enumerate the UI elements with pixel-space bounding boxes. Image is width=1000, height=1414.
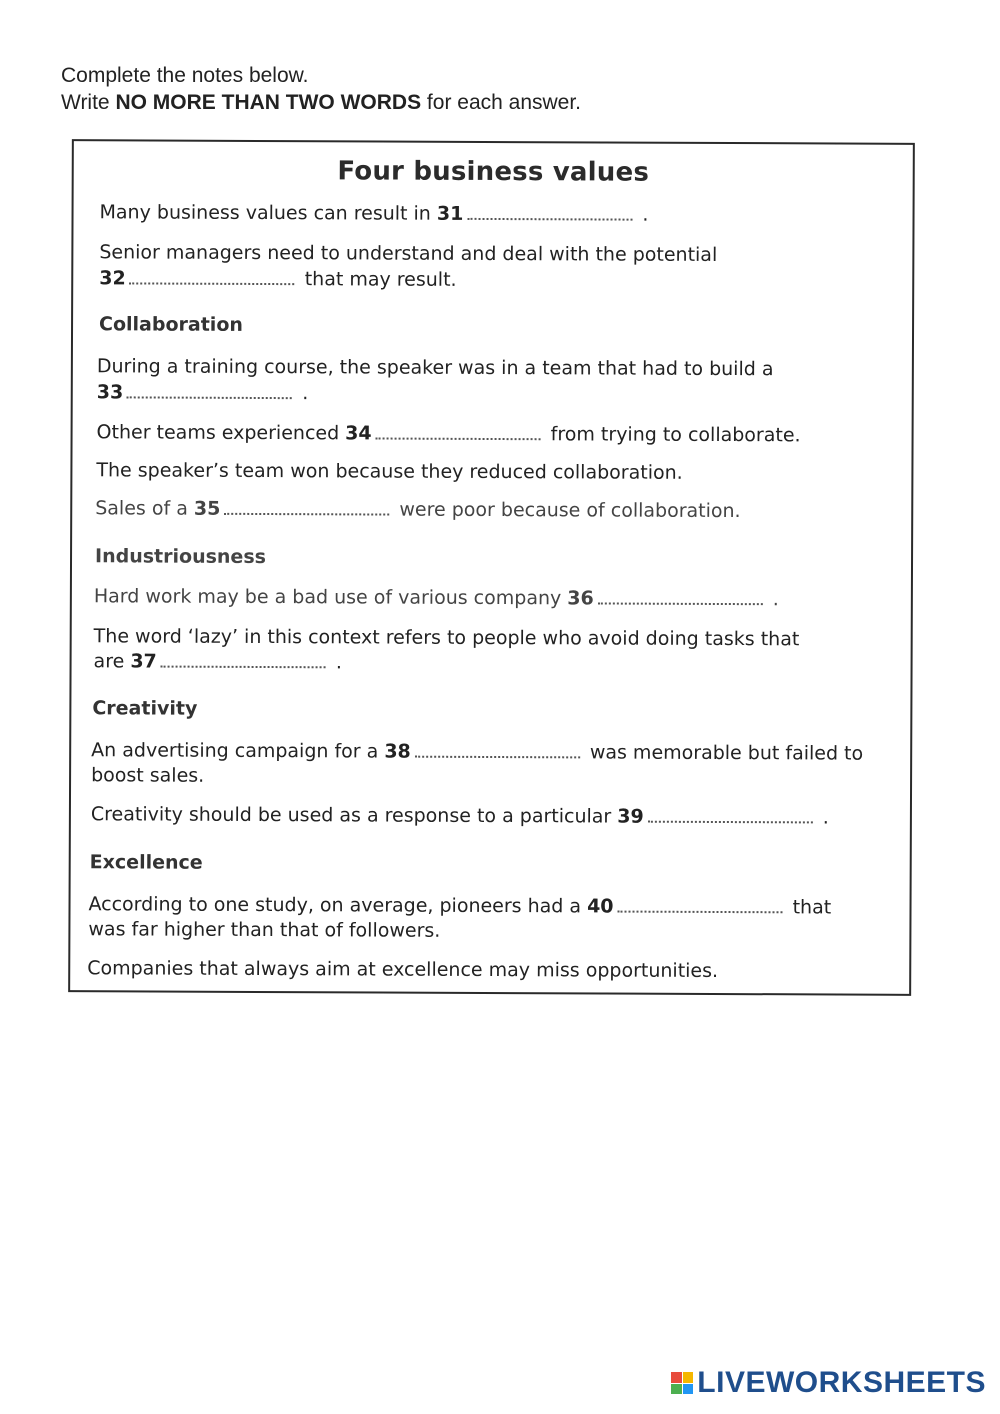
question-text-end: that may result.: [298, 268, 457, 291]
question-39: [91, 801, 829, 830]
question-text: Sales of a: [95, 497, 194, 520]
question-31: [99, 199, 648, 227]
question-36: [94, 583, 779, 612]
question-text-end: .: [329, 651, 342, 674]
question-text-end: was memorable but failed to: [583, 741, 864, 765]
question-text: Other teams experienced: [96, 421, 346, 445]
logo-square-icon: [671, 1372, 682, 1383]
section-heading-collaboration: Collaboration: [99, 313, 243, 336]
question-text: An advertising campaign for a: [91, 739, 385, 763]
answer-blank-34[interactable]: [376, 436, 541, 440]
instructions-text: Write: [61, 91, 116, 114]
question-text: According to one study, on average, pioneers had a: [88, 893, 588, 918]
question-34: [97, 419, 801, 448]
instructions-emphasis: NO MORE THAN TWO WORDS: [115, 91, 422, 114]
question-32-line-1: Senior managers need to understand and deal with the potential: [99, 241, 718, 266]
question-text-end: .: [766, 588, 779, 611]
question-37-line-1: The word ‘lazy’ in this context refers to people who avoid doing tasks that: [93, 625, 800, 651]
question-35: [95, 495, 740, 524]
question-number: 40: [587, 895, 614, 918]
question-text: Many business values can result in: [99, 201, 437, 225]
answer-blank-35[interactable]: [224, 512, 389, 516]
question-number: 36: [567, 587, 594, 610]
question-text-end: .: [816, 806, 829, 829]
answer-blank-33[interactable]: [127, 395, 292, 399]
question-33-line-1: During a training course, the speaker was in a team that had to build a: [96, 355, 774, 381]
liveworksheets-logo: [671, 1366, 986, 1400]
notes-box: [68, 139, 915, 996]
brand-name: LIVEWORKSHEETS: [697, 1366, 986, 1399]
question-40-line-2: was far higher than that of followers.: [88, 918, 441, 942]
question-number: 35: [193, 497, 221, 520]
answer-blank-36[interactable]: [598, 601, 763, 605]
answer-blank-39[interactable]: [648, 820, 813, 824]
instructions-line-1: Complete the notes below.: [61, 64, 309, 87]
question-text-end: were poor because of collaboration.: [393, 498, 741, 523]
question-number: 38: [384, 740, 411, 763]
question-33-line-2: [97, 379, 309, 406]
excellence-statement: Companies that always aim at excellence may miss opportunities.: [87, 957, 719, 982]
question-38-line-1: [91, 737, 863, 766]
instructions-text-end: for each answer.: [421, 91, 582, 114]
question-text-end: from trying to collaborate.: [544, 423, 801, 447]
answer-blank-32[interactable]: [130, 281, 295, 285]
question-number: 31: [436, 202, 464, 225]
section-heading-excellence: Excellence: [89, 851, 203, 874]
question-text: Hard work may be a bad use of various company: [93, 585, 568, 610]
collaboration-statement: The speaker’s team won because they reduced collaboration.: [96, 459, 683, 484]
answer-blank-38[interactable]: [415, 755, 580, 759]
notes-title: Four business values: [337, 156, 650, 188]
question-text: Creativity should be used as a response to a particular: [90, 803, 618, 828]
question-32-line-2: [99, 265, 456, 293]
question-number: 32: [99, 267, 126, 290]
logo-square-icon: [671, 1384, 682, 1395]
question-text-end: .: [296, 382, 309, 405]
logo-square-icon: [683, 1372, 694, 1383]
answer-blank-37[interactable]: [161, 665, 326, 669]
question-37-line-2: [94, 648, 342, 675]
question-text: are: [93, 650, 131, 673]
question-text-end: .: [636, 203, 649, 226]
instructions-line-2: [61, 89, 581, 116]
question-number: 33: [96, 381, 124, 404]
question-38-line-2: boost sales.: [91, 764, 205, 787]
question-number: 34: [345, 422, 372, 445]
question-number: 37: [130, 650, 157, 673]
logo-square-icon: [683, 1384, 694, 1395]
logo-mark-icon: [671, 1372, 693, 1394]
instructions: [61, 62, 581, 116]
question-text-end: that: [786, 896, 832, 919]
answer-blank-31[interactable]: [467, 217, 632, 221]
section-heading-creativity: Creativity: [92, 697, 198, 720]
answer-blank-40[interactable]: [618, 910, 783, 914]
question-number: 39: [617, 805, 644, 828]
section-heading-industriousness: Industriousness: [94, 545, 267, 569]
